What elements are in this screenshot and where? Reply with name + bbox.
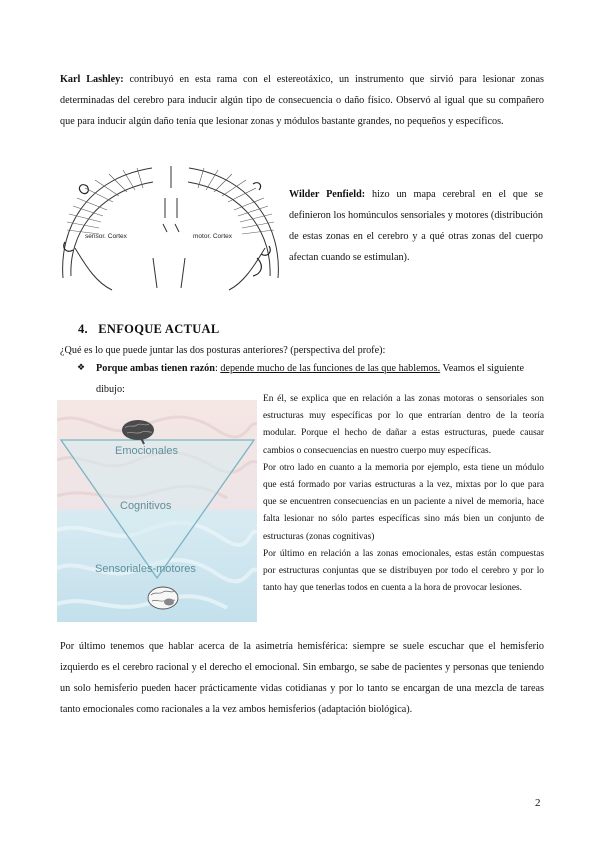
page-number: 2	[535, 797, 541, 809]
brain-bottom-icon	[148, 587, 178, 609]
motor-cortex-label: motor. Cortex	[193, 233, 233, 240]
explanation-paragraph-2: Por otro lado en cuanto a la memoria por ejemplo, esta tiene un módulo que está formado por varias estructuras a la vez, mixtas por lo que para que se encuentren consecuencias en un paciente a nivel de memoria, hace falta lesionar no sólo partes específicas sino más bien un conjunto de estructuras (zonas cognitivas)	[263, 462, 544, 542]
lashley-name: Karl Lashley:	[60, 74, 124, 85]
penfield-paragraph	[289, 184, 543, 268]
pyramid-figure	[57, 400, 257, 622]
penfield-text: hizo un mapa cerebral en el que se definieron los homúnculos sensoriales y motores (distribución de estas zonas en el cerebro y a qué otras zonas del cuerpo afectan cuando se estimulan).	[289, 189, 543, 263]
homunculus-figure	[57, 158, 284, 296]
explanation-paragraph-3: Por último en relación a las zonas emocionales, estas están compuestas por estructuras conjuntas que se distribuyen por todo el cerebro y por lo tanto hay que tenerlas todos en cuenta a la hora de provocar lesiones.	[263, 548, 544, 594]
section-heading	[78, 322, 220, 337]
explanation-column	[263, 391, 544, 597]
bullet-rest: Veamos el siguiente dibujo:	[96, 363, 524, 395]
question-text: ¿Qué es lo que puede juntar las dos posturas anteriores? (perspectiva del profe):	[60, 345, 386, 356]
lashley-paragraph	[60, 69, 544, 132]
pyramid-label-top: Emocionales	[115, 445, 178, 457]
homunculus-drawing	[57, 158, 284, 296]
explanation-paragraph-1: En él, se explica que en relación a las zonas motoras o sensoriales son estructuras muy específicas por lo que entrarían dentro de la teoría modular. Porque el hecho de dañar a estas estructuras, puede causar cambios o consecuencias en nuestro cuerpo muy específicas.	[263, 394, 544, 456]
sensory-cortex-label: sensor. Cortex	[85, 233, 127, 240]
section-title: ENFOQUE ACTUAL	[98, 322, 220, 336]
bullet-underlined: depende mucho de las funciones de las que hablemos.	[220, 363, 441, 374]
section-number: 4.	[78, 322, 88, 336]
lashley-text: contribuyó en esta rama con el estereotáxico, un instrumento que sirvió para lesionar zonas determinadas del cerebro para inducir algún tipo de consecuencia o daño físico. Observó al igual que su compañero que para inducir algún daño tenía que lesionar zonas y módulos bastante grandes, no pequeños y específicos.	[60, 74, 544, 127]
penfield-name: Wilder Penfield:	[289, 189, 366, 200]
pyramid-label-middle: Cognitivos	[120, 500, 172, 512]
bullet-lead: Porque ambas tienen razón	[96, 363, 215, 374]
pyramid-label-bottom: Sensoriales-motores	[95, 563, 196, 575]
closing-paragraph: Por último tenemos que hablar acerca de la asimetría hemisférica: siempre se suele escuchar que el hemisferio izquierdo es el cerebro racional y el derecho el emocional. Sin embargo, se sabe de pacientes y personas que teniendo un solo hemisferio pueden hacer prácticamente vidas cotidianas y por lo tanto se encargan de una mezcla de tareas tanto emocionales como racionales a la vez ambos hemisferios (adaptación biológica).	[60, 641, 544, 715]
bullet-symbol: ❖	[77, 363, 86, 373]
bullet-colon: :	[214, 363, 221, 374]
